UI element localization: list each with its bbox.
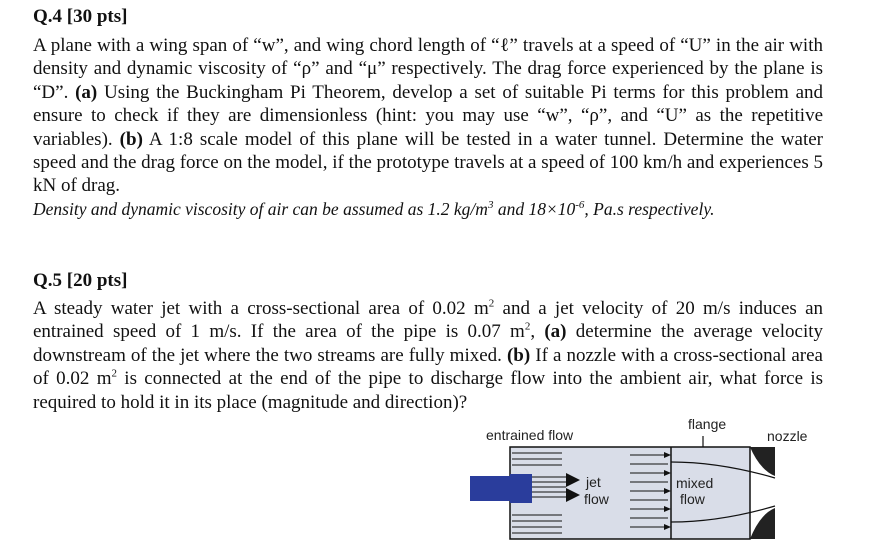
q5-sup-1: 2 <box>488 297 495 310</box>
q5-sup-3: 2 <box>111 367 117 380</box>
q4-text-3: A 1:8 scale model of this plane will be tested in a water tunnel. Determine the water speed and the drag force on the model, if the prototype travels at a speed of 100 km/h and experiences 5 kN of drag. <box>33 128 823 197</box>
q5-text-4: determine the average velocity downstream of the jet where the two streams are fully mixed. <box>33 321 824 366</box>
q5-text-2: and a jet velocity of 20 m/s induces an entrained speed of 1 m/s. If the area of the pipe is 0.07 m <box>33 298 824 343</box>
note-sup-2: -6 <box>575 199 585 212</box>
jet-nozzle <box>510 474 532 503</box>
q4-text-1: A plane with a wing span of “w”, and wing chord length of “ℓ” travels at a speed of “U” in the air with density and dynamic viscosity of “ρ” and “μ” respectively. The drag force experienced by the plane is “D”. <box>33 35 823 103</box>
question-4-title: Q.4 [30 pts] <box>33 6 128 27</box>
question-5-body <box>33 297 823 414</box>
note-text-1: Density and dynamic viscosity of air can be assumed as 1.2 kg/m <box>33 198 488 219</box>
question-4-body <box>33 34 823 198</box>
mixed-label: mixed <box>676 475 714 491</box>
question-4 <box>33 6 823 220</box>
question-5-title: Q.5 [20 pts] <box>33 270 128 291</box>
mixed-flow-label: flow <box>680 491 705 507</box>
nozzle-label: nozzle <box>767 428 808 444</box>
note-text-2: and 18×10 <box>493 198 576 219</box>
q5-part-a-label: (a) <box>544 321 567 343</box>
q4-part-a-label: (a) <box>75 81 98 103</box>
q5-text-1: A steady water jet with a cross-sectional area of 0.02 m <box>33 298 489 319</box>
note-text-3: , Pa.s respectively. <box>584 198 715 219</box>
question-4-note <box>33 198 823 220</box>
jet-label: jet <box>586 474 601 490</box>
jet-pump-diagram <box>470 410 830 543</box>
pipe-body <box>510 447 750 539</box>
flange-label: flange <box>688 416 727 432</box>
q4-text-2: Using the Buckingham Pi Theorem, develop a set of suitable Pi terms for this problem and ensure to check if they are dimensionless (hint: you may use “w”, “ρ”, and “U” as the repetitive variables). <box>33 81 823 150</box>
jet-flow-label: flow <box>584 491 609 507</box>
q5-text-6: is connected at the end of the pipe to discharge flow into the ambient air, what force is required to hold it in its place (magnitude and direction)? <box>33 368 824 413</box>
q5-part-b-label: (b) <box>506 344 531 366</box>
q5-text-3: , <box>530 321 545 343</box>
q4-part-b-label: (b) <box>119 128 143 150</box>
q5-sup-2: 2 <box>524 321 531 334</box>
question-5 <box>33 270 823 414</box>
q5-text-5: If a nozzle with a cross-sectional area of 0.02 m <box>33 344 823 390</box>
note-sup-1: 3 <box>487 199 494 212</box>
entrained-flow-label: entrained flow <box>486 427 574 443</box>
